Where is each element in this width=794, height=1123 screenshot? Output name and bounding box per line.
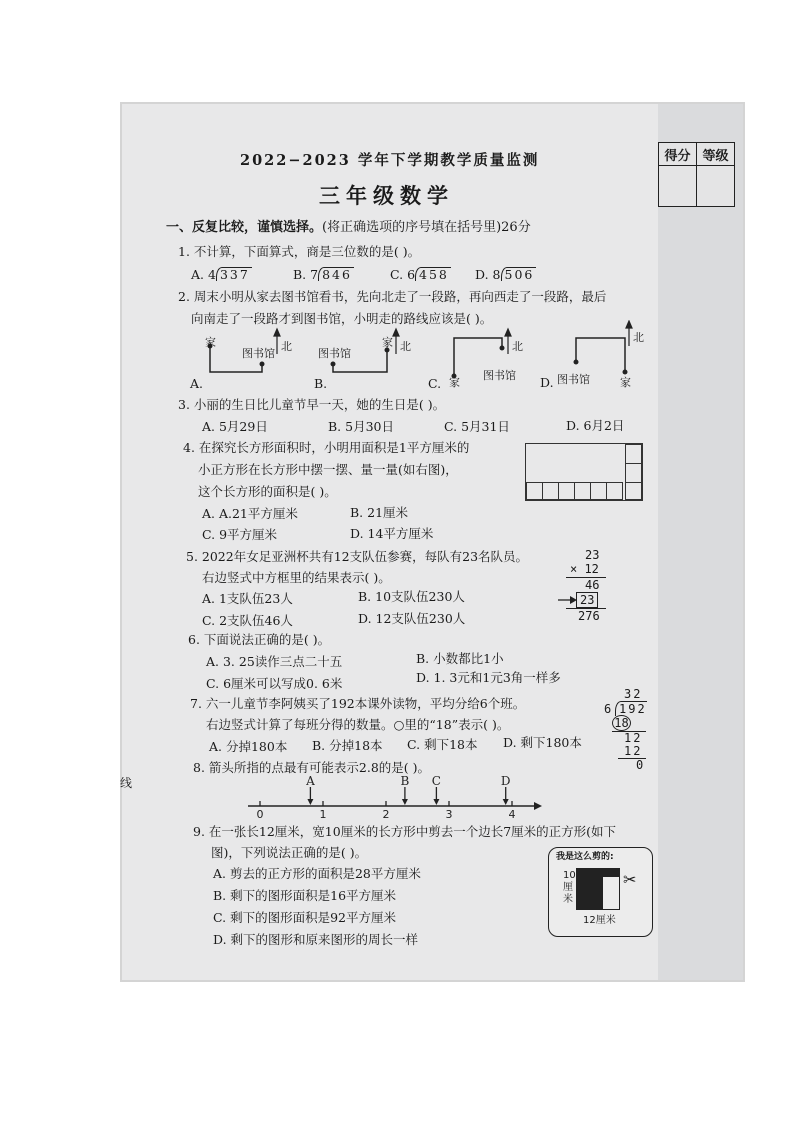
d-north: 北	[633, 331, 644, 344]
q6-option-c[interactable]: C. 6厘米可以写成0. 6米	[206, 676, 343, 691]
point-label-A: A	[306, 775, 315, 788]
q5-option-c[interactable]: C. 2支队伍46人	[202, 613, 293, 628]
c-north: 北	[512, 340, 523, 353]
score-table	[658, 142, 735, 207]
arrowhead-D	[503, 799, 509, 805]
arrowhead-B	[402, 799, 408, 805]
b-library: 图书馆	[318, 347, 351, 360]
a-library: 图书馆	[242, 347, 275, 360]
q1-option-b[interactable]: B. 7 846	[293, 267, 352, 282]
tick-label-0: 0	[256, 808, 264, 821]
arrowhead-C	[433, 799, 439, 805]
section-heading	[166, 220, 531, 236]
q7-option-d[interactable]: D. 剩下180本	[503, 735, 582, 750]
q2-line2: 向南走了一段路才到图书馆，小明走的路线应该是( )。	[191, 311, 493, 326]
q9-line2: 图)，下列说法正确的是( )。	[211, 845, 368, 860]
q3-stem: 3. 小丽的生日比儿童节早一天，她的生日是( )。	[178, 397, 446, 412]
q4-option-d[interactable]: D. 14平方厘米	[350, 526, 434, 541]
q5-option-d[interactable]: D. 12支队伍230人	[358, 611, 466, 626]
q1-option-a[interactable]: A. 4 337	[191, 267, 250, 282]
b-home: 家	[382, 336, 393, 349]
q8-stem: 8. 箭头所指的点最有可能表示2.8的是( )。	[193, 760, 431, 775]
b-north: 北	[400, 340, 411, 353]
q5-line2: 右边竖式中方框里的结果表示( )。	[202, 570, 391, 585]
point-label-D: D	[500, 775, 511, 788]
tick-label-3: 3	[445, 808, 453, 821]
cut-caption: 我是这么剪的:	[556, 852, 614, 862]
q7-option-b[interactable]: B. 分掉18本	[312, 738, 383, 753]
q7-option-c[interactable]: C. 剩下18本	[407, 737, 478, 752]
q4-option-c[interactable]: C. 9平方厘米	[202, 527, 278, 542]
tick-label-2: 2	[382, 808, 390, 821]
binding-line-mark: 线	[120, 776, 133, 790]
q5-line1: 5. 2022年女足亚洲杯共有12支队伍参赛，每队有23名队员。	[186, 549, 529, 564]
q9-line1: 9. 在一张长12厘米，宽10厘米的长方形中剪去一个边长7厘米的正方形(如下	[193, 824, 617, 839]
axis-arrowhead	[534, 802, 542, 810]
q9-option-d[interactable]: D. 剩下的图形和原来图形的周长一样	[213, 932, 419, 947]
c-library: 图书馆	[483, 369, 516, 382]
q7-option-a[interactable]: A. 分掉180本	[209, 739, 288, 754]
exam-title: 2022−2023 学年下学期教学质量监测	[240, 152, 540, 169]
point-label-C: C	[431, 775, 441, 788]
cut-figure-box	[548, 847, 653, 937]
point-label-B: B	[400, 775, 410, 788]
q9-option-b[interactable]: B. 剩下的图形面积是16平方厘米	[213, 888, 397, 903]
q3-option-c[interactable]: C. 5月31日	[444, 419, 510, 434]
q4-option-a[interactable]: A. A.21平方厘米	[202, 506, 298, 521]
q2-option-d[interactable]: D.	[540, 375, 554, 390]
q4-line1: 4. 在探究长方形面积时，小明用面积是1平方厘米的	[183, 440, 470, 455]
c-home: 家	[449, 376, 460, 389]
score-cell[interactable]	[659, 166, 697, 207]
q5-option-a[interactable]: A. 1支队伍23人	[202, 591, 293, 606]
arrowhead-A	[307, 799, 313, 805]
q3-option-a[interactable]: A. 5月29日	[202, 419, 268, 434]
q4-option-b[interactable]: B. 21厘米	[350, 505, 409, 520]
q6-stem: 6. 下面说法正确的是( )。	[188, 632, 331, 647]
q9-option-a[interactable]: A. 剪去的正方形的面积是28平方厘米	[213, 866, 421, 881]
boxed-23: 23	[576, 592, 598, 608]
q2-option-b[interactable]: B.	[314, 376, 328, 391]
q4-line3: 这个长方形的面积是( )。	[198, 484, 337, 499]
grade-cell[interactable]	[697, 166, 735, 207]
q3-option-b[interactable]: B. 5月30日	[328, 419, 394, 434]
q1-option-c[interactable]: C. 6 458	[390, 267, 449, 282]
circled-18: 18	[612, 715, 631, 731]
number-line	[240, 775, 550, 823]
q7-line2: 右边竖式计算了每班分得的数量。○里的“18”表示( )。	[206, 717, 510, 732]
q9-option-c[interactable]: C. 剩下的图形面积是92平方厘米	[213, 910, 396, 925]
q5-option-b[interactable]: B. 10支队伍230人	[358, 589, 465, 604]
q2-option-c[interactable]: C.	[428, 376, 442, 391]
a-home: 家	[205, 336, 216, 349]
score-label: 得分	[659, 143, 697, 166]
fig-width-label: 12厘米	[583, 915, 616, 926]
q6-option-a[interactable]: A. 3. 25读作三点二十五	[206, 654, 343, 669]
route-d	[576, 338, 625, 372]
scissors-icon: ✂	[623, 870, 637, 889]
remaining-shape	[577, 877, 603, 909]
side-sheet	[658, 104, 743, 980]
q4-line2: 小正方形在长方形中摆一摆、量一量(如右图)，	[198, 462, 458, 477]
q2-option-a[interactable]: A.	[190, 376, 204, 391]
q1-option-d[interactable]: D. 8 506	[475, 267, 535, 282]
q6-option-b[interactable]: B. 小数都比1小	[416, 651, 504, 666]
original-rectangle	[576, 868, 620, 910]
a-north: 北	[281, 340, 292, 353]
tick-label-1: 1	[319, 808, 327, 821]
q3-option-d[interactable]: D. 6月2日	[566, 418, 625, 433]
d-library: 图书馆	[557, 373, 590, 386]
area-grid-figure	[525, 443, 643, 501]
exam-subtitle: 三年级数学	[319, 183, 454, 208]
tick-label-4: 4	[508, 808, 516, 821]
fig-height-label: 10厘米	[563, 870, 576, 905]
section-title: 一、反复比较，谨慎选择。	[166, 220, 323, 235]
q1-stem: 1. 不计算，下面算式，商是三位数的是( )。	[178, 244, 421, 259]
section-note: (将正确选项的序号填在括号里)26分	[322, 220, 531, 235]
q2-line1: 2. 周末小明从家去图书馆看书，先向北走了一段路，再向西走了一段路，最后	[178, 289, 607, 304]
q7-line1: 7. 六一儿童节李阿姨买了192本课外读物，平均分给6个班。	[190, 696, 526, 711]
q6-option-d[interactable]: D. 1. 3元和1元3角一样多	[416, 670, 561, 685]
d-home: 家	[620, 376, 631, 389]
grade-label: 等级	[697, 143, 735, 166]
